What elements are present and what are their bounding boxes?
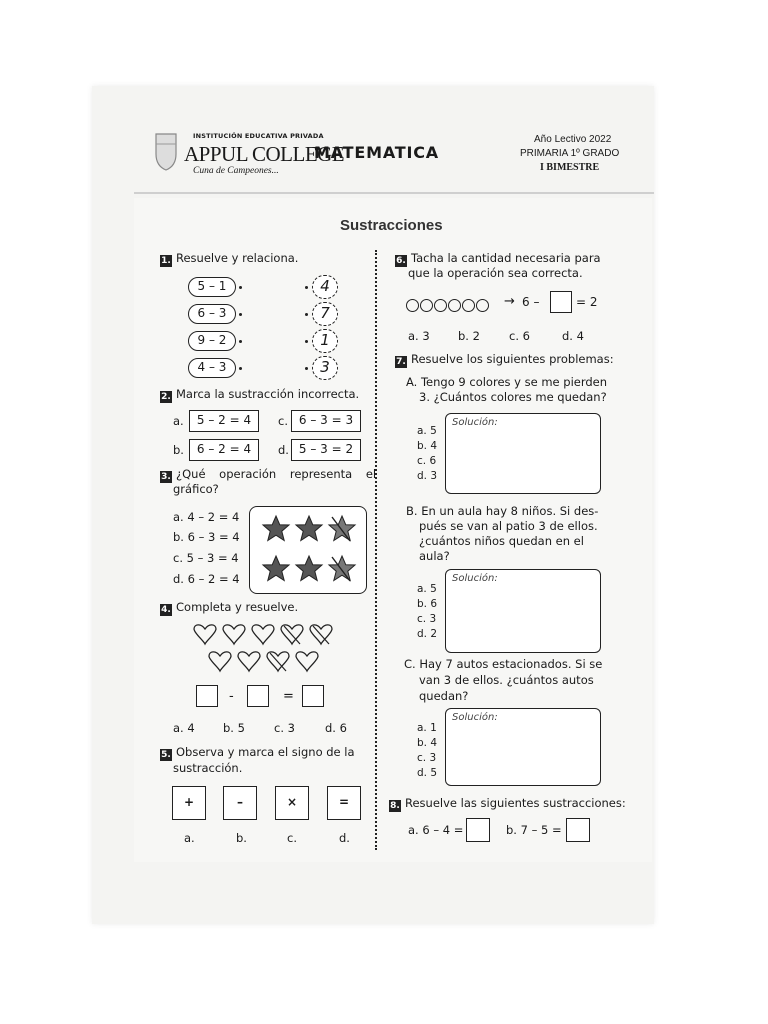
school-logo	[154, 132, 178, 172]
q7c-option-c[interactable]: c. 3	[417, 752, 437, 764]
q1-dot-right-2	[305, 313, 308, 316]
q3-option-a[interactable]: a. 4 – 2 = 4	[173, 510, 240, 524]
q2-option-c[interactable]: 6 – 3 = 3	[291, 410, 361, 432]
grade-level: PRIMARIA 1º GRADO	[520, 148, 620, 159]
q5-prompt-line2: sustracción.	[173, 761, 243, 775]
q8-answer-box-a[interactable]	[466, 818, 490, 842]
q7c-line1: C. Hay 7 autos estacionados. Si se	[404, 657, 603, 671]
star-icon	[296, 516, 322, 541]
q3-number: 3.	[161, 472, 171, 482]
q5-letter-c: c.	[287, 831, 297, 845]
q7a-solution-label: Solución:	[452, 417, 498, 428]
q1-answer-4[interactable]: 3	[312, 356, 338, 380]
q8-heading	[389, 796, 626, 812]
q7a-option-d[interactable]: d. 3	[417, 470, 438, 482]
column-divider	[375, 250, 377, 850]
q3-option-d[interactable]: d. 6 – 2 = 4	[173, 572, 240, 586]
q4-number: 4.	[161, 605, 171, 615]
q7a-option-c[interactable]: c. 6	[417, 455, 437, 467]
q4-equals-sign: =	[283, 689, 294, 704]
q1-number: 1.	[161, 256, 171, 266]
q5-number: 5.	[161, 750, 171, 760]
q4-answer-box-3[interactable]	[302, 685, 324, 707]
q6-prompt-line1: Tacha la cantidad necesaria para	[411, 251, 601, 265]
q7b-option-a[interactable]: a. 5	[417, 583, 437, 595]
q7a-option-b[interactable]: b. 4	[417, 440, 438, 452]
star-icon	[329, 516, 355, 541]
heart-icon	[194, 625, 216, 644]
q4-minus-sign: -	[229, 689, 234, 704]
q1-dot-right-4	[305, 367, 308, 370]
q7c-solution-box[interactable]	[445, 708, 601, 786]
q7c-line2: van 3 de ellos. ¿cuántos autos	[419, 673, 594, 687]
q5-sign-minus[interactable]: –	[223, 786, 257, 820]
heart-icon	[238, 652, 260, 671]
q3-prompt-line1: ¿Qué operación representa el	[176, 467, 377, 481]
q5-sign-plus[interactable]: +	[172, 786, 206, 820]
q1-dot-left-2	[239, 313, 242, 316]
q2-prompt: Marca la sustracción incorrecta.	[176, 387, 360, 401]
q8-answer-box-b[interactable]	[566, 818, 590, 842]
q5-sign-equals[interactable]: =	[327, 786, 361, 820]
q7c-option-a[interactable]: a. 1	[417, 722, 437, 734]
q4-prompt: Completa y resuelve.	[176, 600, 299, 614]
star-icon	[263, 556, 289, 581]
q7c-line3: quedan?	[419, 689, 469, 703]
q2-option-b-letter: b.	[173, 443, 184, 457]
institution-type: INSTITUCIÓN EDUCATIVA PRIVADA	[193, 132, 324, 140]
q5-letter-d: d.	[339, 831, 350, 845]
q1-op-3[interactable]: 9 – 2	[188, 331, 236, 351]
q6-arrow: →	[504, 294, 515, 309]
star-icon	[296, 556, 322, 581]
worksheet-title: Sustracciones	[340, 217, 443, 234]
circle-icon[interactable]	[406, 299, 419, 312]
q1-answer-3[interactable]: 1	[312, 329, 338, 353]
q7b-solution-label: Solución:	[452, 573, 498, 584]
subject-title: MATEMATICA	[314, 143, 439, 162]
q4-hearts-graphic	[190, 622, 340, 676]
q7a-line1: A. Tengo 9 colores y se me pierden	[406, 375, 608, 389]
q5-prompt-line1: Observa y marca el signo de la	[176, 745, 355, 759]
q6-number: 6.	[396, 256, 406, 266]
q2-option-b[interactable]: 6 – 2 = 4	[189, 439, 259, 461]
q6-answer-box[interactable]	[550, 291, 572, 313]
q1-prompt: Resuelve y relaciona.	[176, 251, 299, 265]
q3-stars-svg	[250, 507, 368, 595]
circle-icon[interactable]	[420, 299, 433, 312]
q1-dot-left-3	[239, 340, 242, 343]
q3-option-b[interactable]: b. 6 – 3 = 4	[173, 530, 240, 544]
q2-number: 2.	[161, 392, 171, 402]
q8-prompt: Resuelve las siguientes sustracciones:	[405, 796, 626, 810]
q7b-option-c[interactable]: c. 3	[417, 613, 437, 625]
q5-letter-a: a.	[184, 831, 195, 845]
q4-option-a[interactable]: a. 4	[173, 721, 195, 735]
circle-icon[interactable]	[448, 299, 461, 312]
q4-answer-box-2[interactable]	[247, 685, 269, 707]
q6-option-a[interactable]: a. 3	[408, 329, 430, 343]
q2-option-a-letter: a.	[173, 414, 184, 428]
q2-option-a[interactable]: 5 – 2 = 4	[189, 410, 259, 432]
q4-option-c[interactable]: c. 3	[274, 721, 295, 735]
college-motto: Cuna de Campeones...	[193, 166, 279, 176]
q8-item-a: a. 6 – 4 =	[408, 823, 464, 837]
school-year: Año Lectivo 2022	[534, 134, 612, 145]
q1-op-4[interactable]: 4 – 3	[188, 358, 236, 378]
q3-stars-graphic	[249, 506, 367, 594]
q7b-solution-box[interactable]	[445, 569, 601, 653]
q7b-option-b[interactable]: b. 6	[417, 598, 438, 610]
q2-heading	[160, 387, 359, 403]
q7a-option-a[interactable]: a. 5	[417, 425, 437, 437]
header-divider	[134, 192, 654, 194]
q4-answer-box-1[interactable]	[196, 685, 218, 707]
q5-heading	[160, 745, 355, 761]
q8-number: 8.	[390, 801, 400, 811]
q6-option-d[interactable]: d. 4	[562, 329, 584, 343]
heart-icon	[252, 625, 274, 644]
q6-heading	[395, 251, 601, 267]
q7b-option-d[interactable]: d. 2	[417, 628, 438, 640]
q7c-solution-label: Solución:	[452, 712, 498, 723]
q7a-line2: 3. ¿Cuántos colores me quedan?	[419, 390, 607, 404]
q1-dot-right-3	[305, 340, 308, 343]
q1-dot-left-4	[239, 367, 242, 370]
q6-circles	[406, 295, 490, 314]
q1-heading	[160, 251, 298, 267]
q7c-option-d[interactable]: d. 5	[417, 767, 438, 779]
q7a-solution-box[interactable]	[445, 413, 601, 494]
q1-dot-left-1	[239, 286, 242, 289]
q7-number: 7.	[396, 357, 406, 367]
q8-item-b: b. 7 – 5 =	[506, 823, 562, 837]
q7b-line4: aula?	[419, 549, 450, 563]
q1-op-2[interactable]: 6 – 3	[188, 304, 236, 324]
q4-option-d[interactable]: d. 6	[325, 721, 347, 735]
heart-icon	[209, 652, 231, 671]
circle-icon[interactable]	[434, 299, 447, 312]
q7c-option-b[interactable]: b. 4	[417, 737, 438, 749]
q4-hearts-svg	[190, 622, 340, 676]
q5-sign-times[interactable]: ×	[275, 786, 309, 820]
q6-rhs: = 2	[576, 295, 598, 309]
q7-prompt: Resuelve los siguientes problemas:	[411, 352, 614, 366]
q6-option-b[interactable]: b. 2	[458, 329, 480, 343]
q3-option-c[interactable]: c. 5 – 3 = 4	[173, 551, 239, 565]
q7-heading	[395, 352, 614, 368]
term-label: I BIMESTRE	[540, 162, 600, 173]
q2-option-d-letter: d.	[278, 443, 289, 457]
q3-heading	[160, 467, 377, 483]
star-icon	[263, 516, 289, 541]
heart-icon	[223, 625, 245, 644]
q4-heading	[160, 600, 298, 616]
q2-option-d[interactable]: 5 – 3 = 2	[291, 439, 361, 461]
circle-icon[interactable]	[476, 299, 489, 312]
q7b-line2: pués se van al patio 3 de ellos.	[419, 519, 598, 533]
q7b-line1: B. En un aula hay 8 niños. Si des-	[406, 504, 599, 518]
circle-icon[interactable]	[462, 299, 475, 312]
q1-op-1[interactable]: 5 – 1	[188, 277, 236, 297]
q1-answer-2[interactable]: 7	[312, 302, 338, 326]
q1-dot-right-1	[305, 286, 308, 289]
college-name: APPUL COLLEGE	[184, 142, 345, 166]
q4-option-b[interactable]: b. 5	[223, 721, 245, 735]
q5-letter-b: b.	[236, 831, 247, 845]
star-icon	[329, 556, 355, 581]
q1-answer-1[interactable]: 4	[312, 275, 338, 299]
q7b-line3: ¿cuántos niños quedan en el	[419, 534, 584, 548]
q3-prompt-line2: gráfico?	[173, 482, 219, 496]
q2-option-c-letter: c.	[278, 414, 288, 428]
q6-option-c[interactable]: c. 6	[509, 329, 530, 343]
heart-icon	[296, 652, 318, 671]
q6-prompt-line2: que la operación sea correcta.	[408, 266, 583, 280]
q6-lhs: 6 –	[522, 295, 540, 309]
